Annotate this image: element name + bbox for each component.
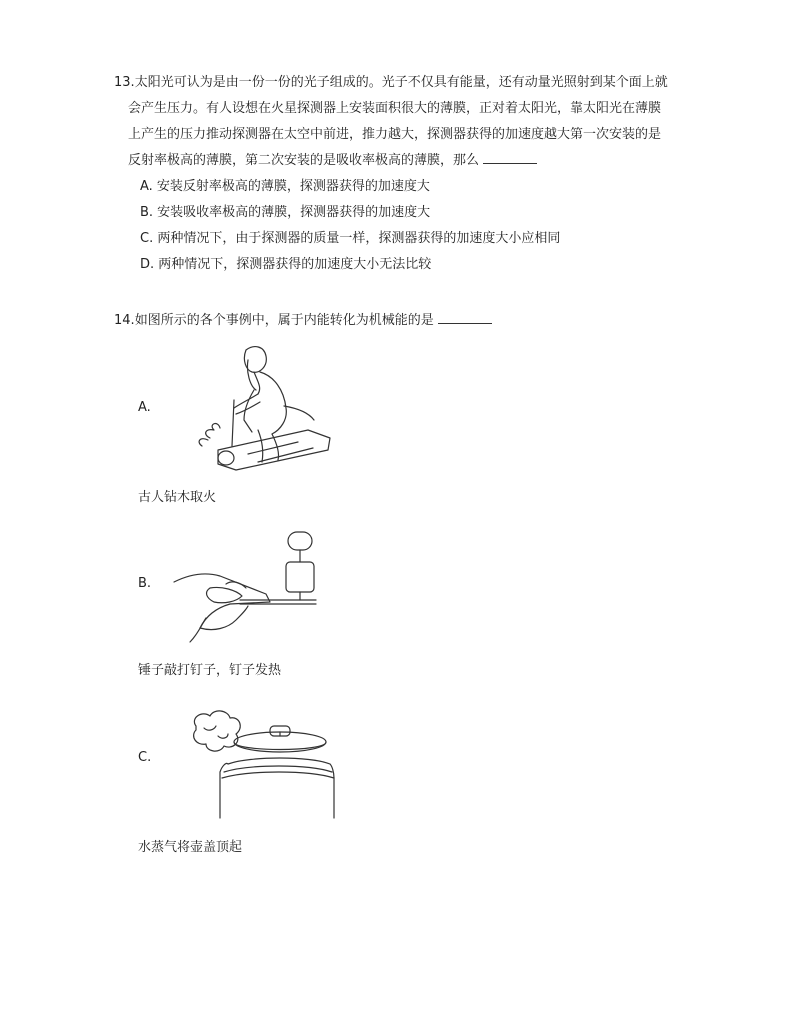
question-stem-line: 太阳光可认为是由一份一份的光子组成的。光子不仅具有能量，还有动量光照射到某个面上就: [134, 75, 668, 90]
option-d: D. 两种情况下，探测器获得的加速度大小无法比较: [140, 257, 432, 272]
choice-b-caption: 锤子敲打钉子，钉子发热: [138, 663, 282, 678]
option-c: C. 两种情况下，由于探测器的质量一样，探测器获得的加速度大小应相同: [140, 231, 561, 246]
steam-lifting-lid-illustration: [180, 706, 340, 822]
choice-c-label: C.: [138, 750, 152, 765]
answer-blank: [438, 309, 492, 324]
answer-blank: [483, 149, 537, 164]
choice-a-caption: 古人钻木取火: [138, 490, 217, 505]
drilling-wood-fire-illustration: [188, 342, 338, 474]
question-14: [114, 308, 714, 334]
choice-b-label: B.: [138, 576, 152, 591]
question-13: [114, 70, 714, 278]
question-stem-line: 上产生的压力推动探测器在太空中前进，推力越大，探测器获得的加速度越大第一次安装的是: [128, 127, 662, 142]
question-number: 13.: [114, 75, 135, 90]
hammer-nail-illustration: [170, 524, 330, 648]
question-stem: 如图所示的各个事例中，属于内能转化为机械能的是: [134, 313, 434, 328]
choice-a-label: A.: [138, 400, 151, 415]
option-b: B. 安装吸收率极高的薄膜，探测器获得的加速度大: [140, 205, 431, 220]
question-number: 14.: [114, 313, 135, 328]
choice-c-caption: 水蒸气将壶盖顶起: [138, 840, 243, 855]
question-stem-line: 会产生压力。有人设想在火星探测器上安装面积很大的薄膜，正对着太阳光，靠太阳光在薄膜: [128, 101, 662, 116]
option-a: A. 安装反射率极高的薄膜，探测器获得的加速度大: [140, 179, 430, 194]
question-stem-line: 反射率极高的薄膜，第二次安装的是吸收率极高的薄膜，那么: [128, 153, 480, 168]
